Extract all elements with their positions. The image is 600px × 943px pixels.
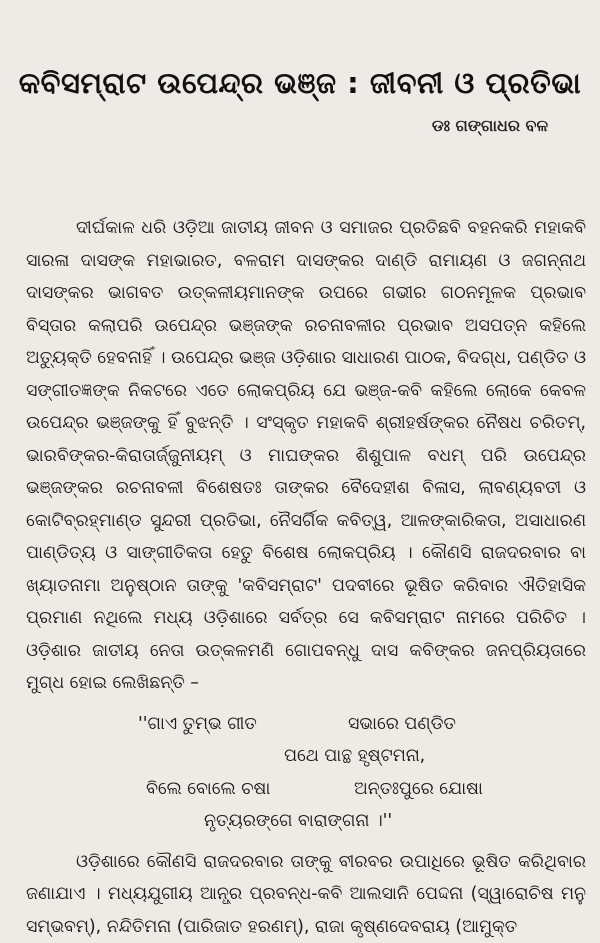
poem-line-1-b: ସଭାରେ ପଣ୍ଡିତ [348, 714, 456, 734]
poem-line-1-a: ''ଗାଏ ତୁମ୍ଭ ଗୀତ [138, 708, 348, 741]
poem-line-4: ନୃତ୍ୟରଙ୍ଗେ ବାରାଙ୍ଗନା ।'' [26, 805, 586, 838]
poem-line-3-a: ବିଲେ ବୋଲେ ଚଷା [146, 773, 354, 806]
poem-line-1 [26, 708, 586, 741]
paragraph-1: ଦୀର୍ଘକାଳ ଧରି ଓଡ଼ିଆ ଜାତୀୟ ଜୀବନ ଓ ସମାଜର ପ୍ରତିଛବି ବହନକରି ମହାକବି ସାରଳା ଦାସଙ୍କ ମହାଭାରତ, ବଳରାମ ଦାସଙ୍କର ଦାଣ୍ଡି ରାମାୟଣ ଓ ଜଗନ୍ନାଥ ଦାସଙ୍କର ଭାଗବତ ଉତ୍କଳୀୟମାନଙ୍କ ଉପରେ ଗଭୀର ଗଠନମୂଳକ ପ୍ରଭାବ ବିସ୍ତାର କଲାପରି ଉପେନ୍ଦ୍ର ଭଞ୍ଜଙ୍କ ରଚନାବଳୀର ପ୍ରଭାବ ଅସପତ୍ନ କହିଲେ ଅତ୍ୟୁକ୍ତି ହେବନାହିଁ । ଉପେନ୍ଦ୍ର ଭଞ୍ଜ ଓଡ଼ିଶାର ସାଧାରଣ ପାଠକ, ବିଦଗ୍ଧ, ପଣ୍ଡିତ ଓ ସଙ୍ଗୀତଜ୍ଞଙ୍କ ନିକଟରେ ଏତେ ଲୋକପ୍ରିୟ ଯେ ଭଞ୍ଜ-କବି କହିଲେ ଲୋକେ କେବଳ ଉପେନ୍ଦ୍ର ଭଞ୍ଜଙ୍କୁ ହିଁ ବୁଝନ୍ତି । ସଂସ୍କୃତ ମହାକବି ଶ୍ରୀହର୍ଷଙ୍କର ନୈଷଧ ଚରିତମ୍, ଭାରବିଙ୍କର-କିରାତାର୍ଜ୍ଜୁନୀୟମ୍ ଓ ମାଘଙ୍କର ଶିଶୁପାଳ ବଧମ୍ ପରି ଉପେନ୍ଦ୍ର ଭଞ୍ଜଙ୍କର ରଚନାବଳୀ ବିଶେଷତଃ ତାଙ୍କର ବୈଦେହୀଶ ବିଳାସ, ଲାବଣ୍ୟବତୀ ଓ କୋଟିବ୍ରହ୍ମାଣ୍ଡ ସୁନ୍ଦରୀ ପ୍ରତିଭା, ନୈସର୍ଗିକ କବିତ୍ୱ, ଆଳଙ୍କାରିକତା, ଅସାଧାରଣ ପାଣ୍ଡିତ୍ୟ ଓ ସାଙ୍ଗୀତିକତା ହେତୁ ବିଶେଷ ଲୋକପ୍ରିୟ । କୌଣସି ରାଜଦରବାର ବା ଖ୍ୟାତନାମା ଅନୁଷ୍ଠାନ ତାଙ୍କୁ 'କବିସମ୍ରାଟ' ପଦବୀରେ ଭୂଷିତ କରିବାର ଐତିହାସିକ ପ୍ରମାଣ ନଥିଲେ ମଧ୍ୟ ଓଡ଼ିଶାରେ ସର୍ବତ୍ର ସେ କବିସମ୍ରାଟ ନାମରେ ପରିଚିତ । ଓଡ଼ିଶାର ଜାତୀୟ ନେତା ଉତ୍କଳମଣି ଗୋପବନ୍ଧୁ ଦାସ କବିଙ୍କର ଜନପ୍ରିୟତାରେ ମୁଗ୍ଧ ହୋଇ ଲେଖିଛନ୍ତି – [26, 212, 586, 700]
article-title: କବିସମ୍ରାଟ ଉପେନ୍ଦ୍ର ଭଞ୍ଜ : ଜୀବନୀ ଓ ପ୍ରତିଭା [0, 66, 600, 101]
poem-line-3-b: ଅନ୍ତଃପୁରେ ଯୋଷା [354, 779, 483, 799]
poem-line-2: ପଥେ ପାନ୍ଥ ହୃଷ୍ଟମନା, [26, 740, 586, 773]
quoted-poem [26, 708, 586, 838]
poem-line-3 [26, 773, 586, 806]
author-name: ଡଃ ଗଙ୍ଗାଧର ବଳ [432, 116, 548, 136]
paragraph-2: ଓଡ଼ିଶାରେ କୌଣସି ରାଜଦରବାର ତାଙ୍କୁ ବୀରବର ଉପାଧିରେ ଭୂଷିତ କରିଥିବାର ଜଣାଯାଏ । ମଧ୍ୟଯୁଗୀୟ ଆନ୍ଧ୍ର ପ୍ରବନ୍ଧ-କବି ଆଲସାନି ପେଦ୍ଦନା (ସ୍ୱାରୋଚିଷ ମନୁ ସମ୍ଭବମ୍), ନନ୍ଦିତିମନା (ପାରିଜାତ ହରଣମ୍), ରାଜା କୃଷ୍ଣଦେବରାୟ (ଆମୁକ୍ତ [26, 846, 586, 943]
article-body [26, 212, 586, 943]
